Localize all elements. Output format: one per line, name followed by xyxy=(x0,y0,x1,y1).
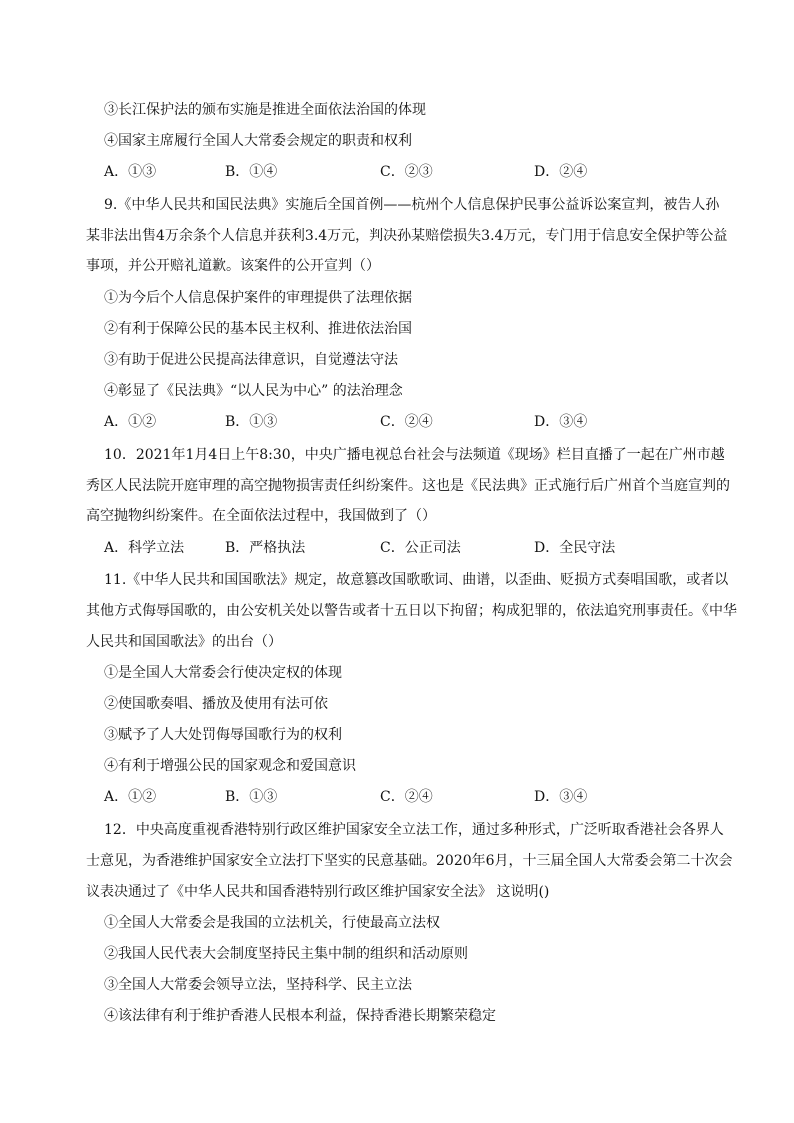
q8-option-a: A．①③ xyxy=(104,164,157,180)
q12-stem-line-3: 议表决通过了《中华人民共和国香港特别行政区维护国家安全法》 这说明() xyxy=(86,884,550,900)
q9-statement-1: ①为今后个人信息保护案件的审理提供了法理依据 xyxy=(104,290,412,306)
q11-stem-line-2: 其他方式侮辱国歌的，由公安机关处以警告或者十五日以下拘留；构成犯罪的，依法追究刑事责任。《中华 xyxy=(86,603,737,619)
q10-option-c: C．公正司法 xyxy=(380,540,461,556)
q10-option-a: A．科学立法 xyxy=(104,540,185,556)
q9-statement-4: ④彰显了《民法典》“以人民为中心” 的法治理念 xyxy=(104,383,403,399)
q11-statement-4: ④有利于增强公民的国家观念和爱国意识 xyxy=(104,758,356,774)
q10-stem-line-1: 10．2021年1月4日上午8:30，中央广播电视总台社会与法频道《现场》栏目直播了一起在广州市越 xyxy=(104,447,725,463)
q11-statement-1: ①是全国人大常委会行使决定权的体现 xyxy=(104,665,342,681)
q10-option-d: D．全民守法 xyxy=(534,540,616,556)
q8-statement-3: ③长江保护法的颁布实施是推进全面依法治国的体现 xyxy=(104,102,426,118)
q12-statement-3: ③全国人大常委会领导立法，坚持科学、民主立法 xyxy=(104,977,412,993)
q11-statement-2: ②使国歌奏唱、播放及使用有法可依 xyxy=(104,696,328,712)
q11-stem-line-1: 11.《中华人民共和国国歌法》规定，故意篡改国歌歌词、曲谱，以歪曲、贬损方式奏唱国歌，或者以 xyxy=(104,572,729,588)
q11-stem-line-3: 人民共和国国歌法》的出台（） xyxy=(86,634,282,650)
q12-stem-line-1: 12．中央高度重视香港特别行政区维护国家安全立法工作，通过多种形式，广泛听取香港社会各界人 xyxy=(104,822,724,838)
q8-option-c: C．②③ xyxy=(380,164,433,180)
q11-option-d: D．③④ xyxy=(534,789,588,805)
q12-stem-line-2: 士意见，为香港维护国家安全立法打下坚实的民意基础。2020年6月，十三届全国人大常委会第二十次会 xyxy=(86,853,733,869)
q8-option-d: D．②④ xyxy=(534,164,588,180)
q9-stem-line-2: 某非法出售4万余条个人信息并获利3.4万元，判决孙某赔偿损失3.4万元，专门用于信息安全保护等公益 xyxy=(86,228,728,244)
q9-option-a: A．①② xyxy=(104,414,157,430)
q12-statement-4: ④该法律有利于维护香港人民根本利益，保持香港长期繁荣稳定 xyxy=(104,1008,496,1024)
q9-stem-line-1: 9.《中华人民共和国民法典》实施后全国首例——杭州个人信息保护民事公益诉讼案宣判，被告人孙 xyxy=(104,197,720,213)
q11-options xyxy=(104,787,664,807)
q10-option-b: B．严格执法 xyxy=(225,540,306,556)
q10-stem-line-2: 秀区人民法院开庭审理的高空抛物损害责任纠纷案件。这也是《民法典》正式施行后广州首个当庭宣判的 xyxy=(86,478,730,494)
q9-options xyxy=(104,412,664,432)
q8-option-b: B．①④ xyxy=(225,164,278,180)
q8-statement-4: ④国家主席履行全国人大常委会规定的职责和权利 xyxy=(104,133,412,149)
q12-statement-2: ②我国人民代表大会制度坚持民主集中制的组织和活动原则 xyxy=(104,946,468,962)
q11-option-c: C．②④ xyxy=(380,789,433,805)
q9-option-c: C．②④ xyxy=(380,414,433,430)
q11-option-a: A．①② xyxy=(104,789,157,805)
q11-statement-3: ③赋予了人大处罚侮辱国歌行为的权利 xyxy=(104,727,342,743)
q9-option-d: D．③④ xyxy=(534,414,588,430)
q8-options xyxy=(104,162,664,182)
q12-statement-1: ①全国人大常委会是我国的立法机关，行使最高立法权 xyxy=(104,915,440,931)
q11-option-b: B．①③ xyxy=(225,789,278,805)
q10-options xyxy=(104,538,664,558)
q9-option-b: B．①③ xyxy=(225,414,278,430)
q9-statement-3: ③有助于促进公民提高法律意识，自觉遵法守法 xyxy=(104,352,398,368)
q10-stem-line-3: 高空抛物纠纷案件。在全面依法过程中，我国做到了（） xyxy=(86,508,436,524)
q9-stem-line-3: 事项，并公开赔礼道歉。该案件的公开宣判（） xyxy=(86,258,380,274)
q9-statement-2: ②有利于保障公民的基本民主权利、推进依法治国 xyxy=(104,321,412,337)
